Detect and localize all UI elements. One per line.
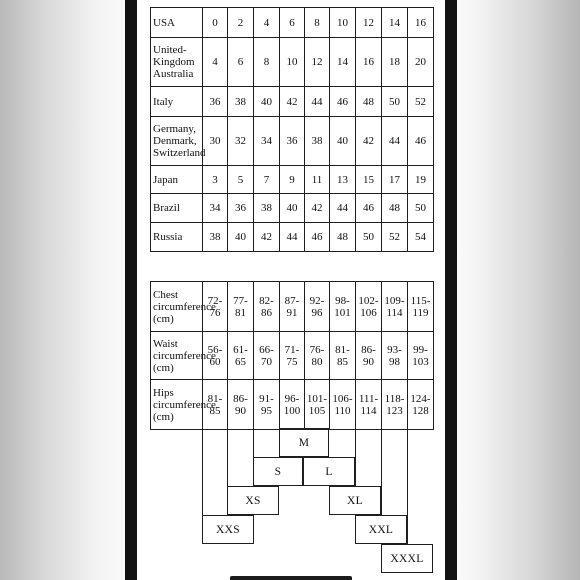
conversion-cell: 44	[329, 193, 356, 223]
conversion-cell: 14	[329, 37, 356, 87]
measurements-cell: 82- 86	[253, 281, 280, 332]
conversion-cell: 38	[227, 86, 254, 117]
measurements-cell: 98- 101	[329, 281, 356, 332]
measurements-cell: 102- 106	[355, 281, 382, 332]
bracket-line	[202, 428, 203, 544]
measurements-cell: 93- 98	[381, 331, 408, 380]
measurements-cell: 109- 114	[381, 281, 408, 332]
conversion-cell: 12	[355, 7, 382, 38]
conversion-cell: 46	[355, 193, 382, 223]
conversion-cell: 10	[279, 37, 305, 87]
conversion-cell: 8	[253, 37, 280, 87]
conversion-cell: 44	[304, 86, 330, 117]
conversion-cell: 16	[407, 7, 434, 38]
conversion-cell: 52	[381, 222, 408, 252]
conversion-cell: 5	[227, 165, 254, 194]
conversion-cell: 42	[304, 193, 330, 223]
conversion-cell: 48	[381, 193, 408, 223]
conversion-cell: 40	[253, 86, 280, 117]
conversion-cell: 19	[407, 165, 434, 194]
conversion-cell: 12	[304, 37, 330, 87]
bracket-line	[407, 428, 408, 544]
conversion-cell: 9	[279, 165, 305, 194]
measurements-cell: 86- 90	[355, 331, 382, 380]
conversion-cell: 32	[227, 116, 254, 166]
conversion-cell: 2	[227, 7, 254, 38]
conversion-cell: 3	[202, 165, 228, 194]
conversion-cell: 4	[202, 37, 228, 87]
measurements-cell: 87- 91	[279, 281, 305, 332]
conversion-row-label: Brazil	[150, 193, 203, 223]
conversion-row-label: Italy	[150, 86, 203, 117]
size-chart-sheet	[137, 0, 445, 580]
measurements-cell: 76- 80	[304, 331, 330, 380]
measurements-row-label: Chest circumference (cm)	[150, 281, 203, 332]
conversion-cell: 6	[227, 37, 254, 87]
conversion-cell: 46	[407, 116, 434, 166]
conversion-cell: 36	[227, 193, 254, 223]
measurements-cell: 81- 85	[329, 331, 356, 380]
measurements-cell: 118- 123	[381, 379, 408, 430]
measurements-cell: 71- 75	[279, 331, 305, 380]
conversion-cell: 46	[304, 222, 330, 252]
conversion-cell: 42	[355, 116, 382, 166]
measurements-cell: 86- 90	[227, 379, 254, 430]
conversion-cell: 8	[304, 7, 330, 38]
measurements-cell: 111- 114	[355, 379, 382, 430]
conversion-cell: 50	[355, 222, 382, 252]
conversion-cell: 34	[253, 116, 280, 166]
conversion-cell: 30	[202, 116, 228, 166]
conversion-cell: 50	[407, 193, 434, 223]
measurements-cell: 77- 81	[227, 281, 254, 332]
conversion-cell: 17	[381, 165, 408, 194]
conversion-cell: 38	[253, 193, 280, 223]
size-label-m: M	[279, 428, 329, 457]
conversion-cell: 0	[202, 7, 228, 38]
size-label-xl: XL	[329, 486, 381, 515]
conversion-cell: 14	[381, 7, 408, 38]
conversion-cell: 16	[355, 37, 382, 87]
conversion-cell: 6	[279, 7, 305, 38]
bracket-line	[253, 428, 254, 486]
conversion-cell: 11	[304, 165, 330, 194]
conversion-cell: 48	[329, 222, 356, 252]
measurements-cell: 96- 100	[279, 379, 305, 430]
conversion-cell: 52	[407, 86, 434, 117]
measurements-row-label: Hips circumference (cm)	[150, 379, 203, 430]
bracket-line	[381, 428, 382, 515]
conversion-cell: 40	[227, 222, 254, 252]
conversion-cell: 7	[253, 165, 280, 194]
bracket-line	[227, 428, 228, 515]
size-label-xxs: XXS	[202, 515, 254, 544]
measurements-cell: 101- 105	[304, 379, 330, 430]
measurements-cell: 81- 85	[202, 379, 228, 430]
size-label-xxl: XXL	[355, 515, 407, 544]
measurements-cell: 99- 103	[407, 331, 434, 380]
measurements-cell: 56- 60	[202, 331, 228, 380]
conversion-row-label: Japan	[150, 165, 203, 194]
conversion-cell: 46	[329, 86, 356, 117]
conversion-cell: 42	[279, 86, 305, 117]
conversion-cell: 50	[381, 86, 408, 117]
conversion-row-label: United- Kingdom Australia	[150, 37, 203, 87]
conversion-cell: 36	[202, 86, 228, 117]
conversion-cell: 40	[329, 116, 356, 166]
conversion-row-label: Germany, Denmark, Switzerland	[150, 116, 203, 166]
conversion-cell: 34	[202, 193, 228, 223]
measurements-cell: 61- 65	[227, 331, 254, 380]
conversion-cell: 54	[407, 222, 434, 252]
conversion-cell: 44	[381, 116, 408, 166]
size-label-xxxl: XXXL	[381, 544, 433, 573]
conversion-cell: 20	[407, 37, 434, 87]
bracket-line	[355, 428, 356, 486]
scroll-indicator	[230, 576, 352, 580]
frame-left-edge	[125, 0, 137, 580]
measurements-cell: 72- 76	[202, 281, 228, 332]
measurements-cell: 66- 70	[253, 331, 280, 380]
conversion-cell: 36	[279, 116, 305, 166]
measurements-cell: 92- 96	[304, 281, 330, 332]
conversion-cell: 48	[355, 86, 382, 117]
conversion-cell: 38	[202, 222, 228, 252]
conversion-cell: 18	[381, 37, 408, 87]
conversion-cell: 40	[279, 193, 305, 223]
measurements-cell: 124- 128	[407, 379, 434, 430]
measurements-cell: 106- 110	[329, 379, 356, 430]
conversion-cell: 13	[329, 165, 356, 194]
size-label-l: L	[303, 457, 355, 486]
frame-right-edge	[445, 0, 457, 580]
size-label-s: S	[253, 457, 303, 486]
conversion-cell: 44	[279, 222, 305, 252]
measurements-cell: 115- 119	[407, 281, 434, 332]
size-label-xs: XS	[227, 486, 279, 515]
measurements-row-label: Waist circumference (cm)	[150, 331, 203, 380]
conversion-cell: 42	[253, 222, 280, 252]
conversion-row-label: Russia	[150, 222, 203, 252]
conversion-row-label: USA	[150, 7, 203, 38]
conversion-cell: 15	[355, 165, 382, 194]
conversion-cell: 38	[304, 116, 330, 166]
conversion-cell: 4	[253, 7, 280, 38]
conversion-cell: 10	[329, 7, 356, 38]
measurements-cell: 91- 95	[253, 379, 280, 430]
